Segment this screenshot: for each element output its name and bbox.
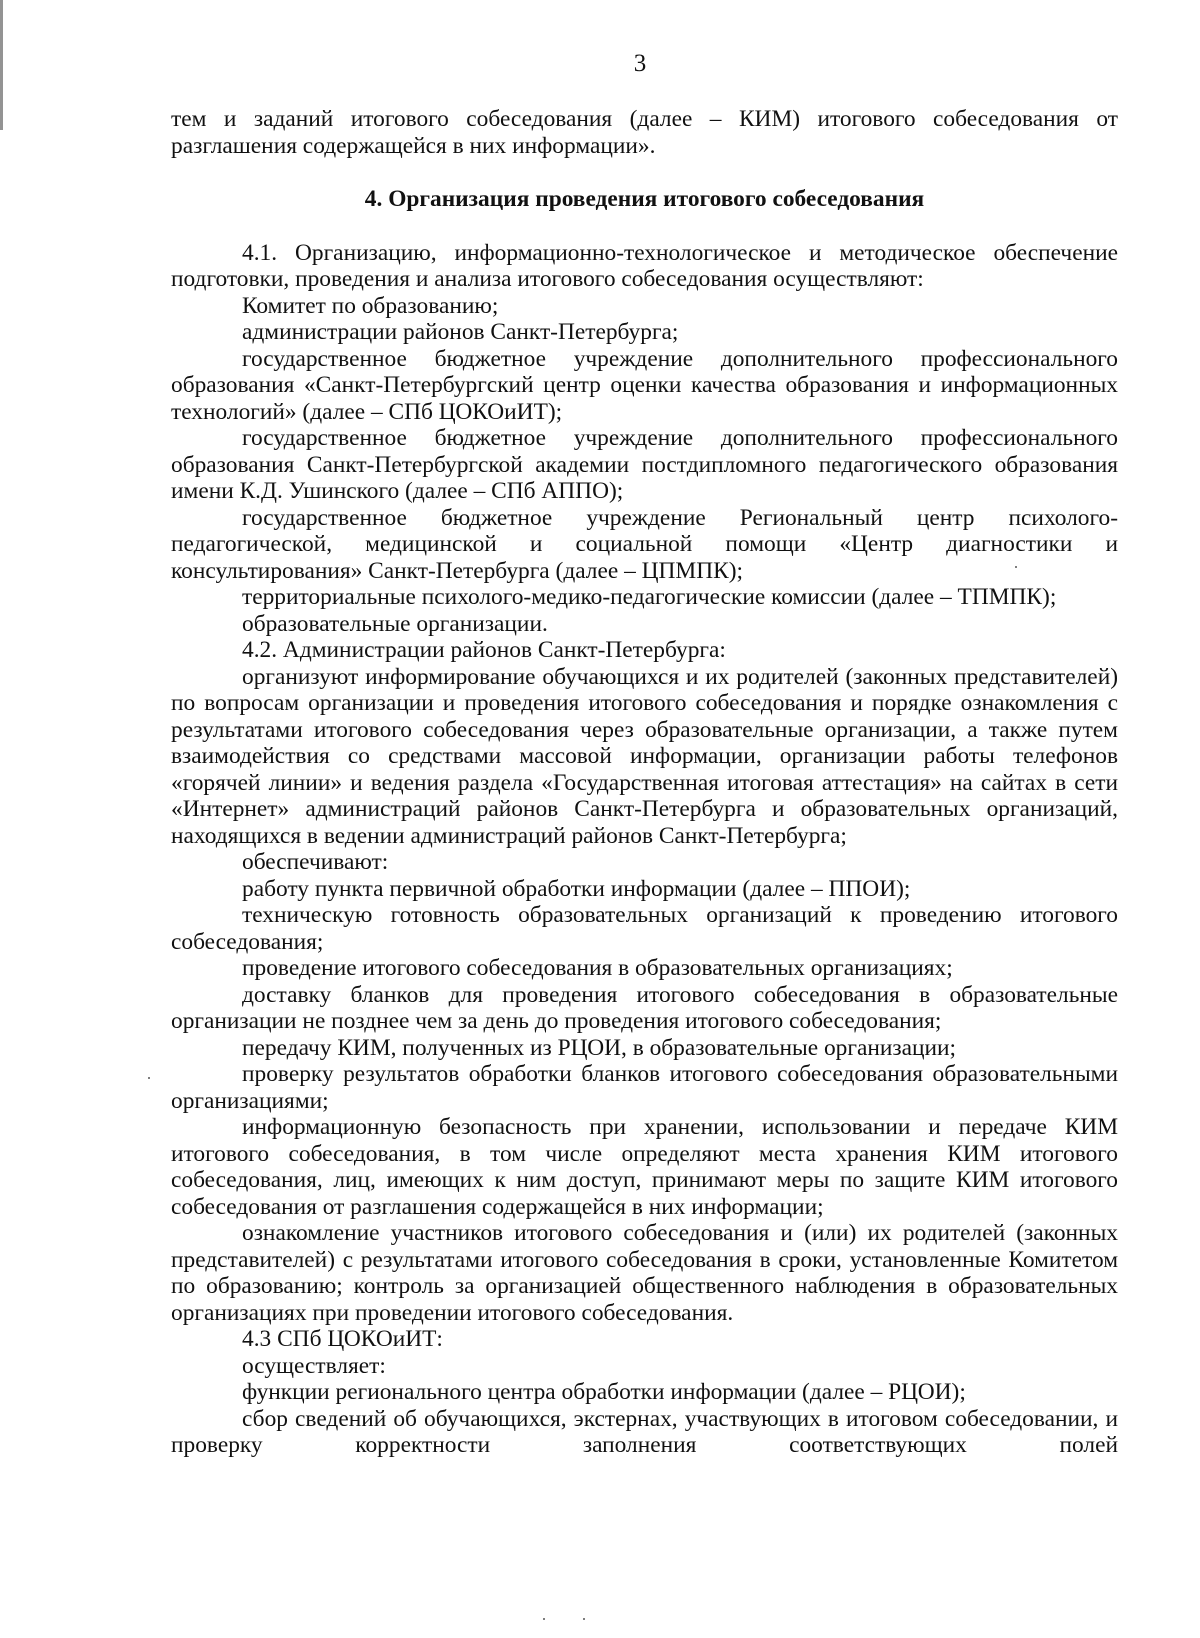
list-item: администрации районов Санкт-Петербурга; xyxy=(242,319,679,345)
list-lead: осуществляет: xyxy=(242,1352,386,1379)
list-item: государственное бюджетное учреждение дополнительного профессионального образования Санкт-Петербургской академии постдипломного педагогического образования имени К.Д. Ушинского (далее – СПб АППО); xyxy=(171,425,1118,504)
page-number: 3 xyxy=(633,50,647,77)
list-item: государственное бюджетное учреждение Региональный центр психолого-педагогической, медицинской и социальной помощи «Центр диагностики и консультирования» Санкт-Петербурга (далее – ЦПМПК); xyxy=(171,504,1118,584)
list-item: Комитет по образованию; xyxy=(242,292,499,319)
list-item: работу пункта первичной обработки информации (далее – ППОИ); xyxy=(242,875,911,902)
list-lead: обеспечивают: xyxy=(242,849,389,875)
list-item: сбор сведений об обучающихся, экстернах, участвующих в итоговом собеседовании, и проверку корректности заполнения соответствующих полей xyxy=(171,1405,1118,1458)
paragraph-continuation: тем и заданий итогового собеседования (далее – КИМ) итогового собеседования от разглашения содержащейся в них информации». xyxy=(171,106,1118,159)
scan-speck xyxy=(148,1077,150,1079)
list-item: функции регионального центра обработки информации (далее – РЦОИ); xyxy=(242,1379,966,1405)
paragraph: организуют информирование обучающихся и их родителей (законных представителей) по вопросам организации и проведения итогового собеседования и порядке ознакомления с результатами итогового собеседования через образовательные организации, а также путем взаимодействия со средствами массовой информации, организации работы телефонов «горячей линии» и ведения раздела «Государственная итоговая аттестация» на сайтах в сети «Интернет» администраций районов Санкт-Петербурга и образовательных организаций, находящихся в ведении администраций районов Санкт-Петербурга; xyxy=(171,663,1118,849)
scan-speck xyxy=(583,1618,585,1620)
list-item: информационную безопасность при хранении, использовании и передаче КИМ итогового собеседования, в том числе определяют места хранения КИМ итогового собеседования, лиц, имеющих к ним доступ, принимают меры по защите КИМ итогового собеседования от разглашения содержащейся в них информации; xyxy=(171,1114,1118,1220)
list-item: проведение итогового собеседования в образовательных организациях; xyxy=(242,955,953,981)
list-item: доставку бланков для проведения итогового собеседования в образовательные организации не позднее чем за день до проведения итогового собеседования; xyxy=(171,981,1118,1034)
list-item: государственное бюджетное учреждение дополнительного профессионального образования «Санкт-Петербургский центр оценки качества образования и информационных технологий» (далее – СПб ЦОКОиИТ); xyxy=(171,345,1118,425)
list-item: проверку результатов обработки бланков итогового собеседования образовательными организациями; xyxy=(171,1061,1118,1114)
scan-speck xyxy=(1015,566,1017,568)
paragraph: 4.1. Организацию, информационно-технологическое и методическое обеспечение подготовки, проведения и анализа итогового собеседования осуществляют: xyxy=(171,239,1118,292)
subsection-heading: 4.2. Администрации районов Санкт-Петербурга: xyxy=(242,637,726,663)
list-item: образовательные организации. xyxy=(242,610,548,637)
section-heading: 4. Организация проведения итогового собеседования xyxy=(364,186,925,212)
list-item: территориальные психолого-медико-педагогические комиссии (далее – ТПМПК); xyxy=(242,584,1057,610)
document-body xyxy=(171,106,1118,1459)
subsection-heading: 4.3 СПб ЦОКОиИТ: xyxy=(242,1326,443,1352)
list-item: передачу КИМ, полученных из РЦОИ, в образовательные организации; xyxy=(242,1034,957,1061)
list-item: ознакомление участников итогового собеседования и (или) их родителей (законных представителей) с результатами итогового собеседования в сроки, установленные Комитетом по образованию; контроль за организацией общественного наблюдения в образовательных организациях при проведении итогового собеседования. xyxy=(171,1220,1118,1326)
scan-speck xyxy=(543,1618,545,1620)
list-item: техническую готовность образовательных организаций к проведению итогового собеседования; xyxy=(171,902,1118,955)
